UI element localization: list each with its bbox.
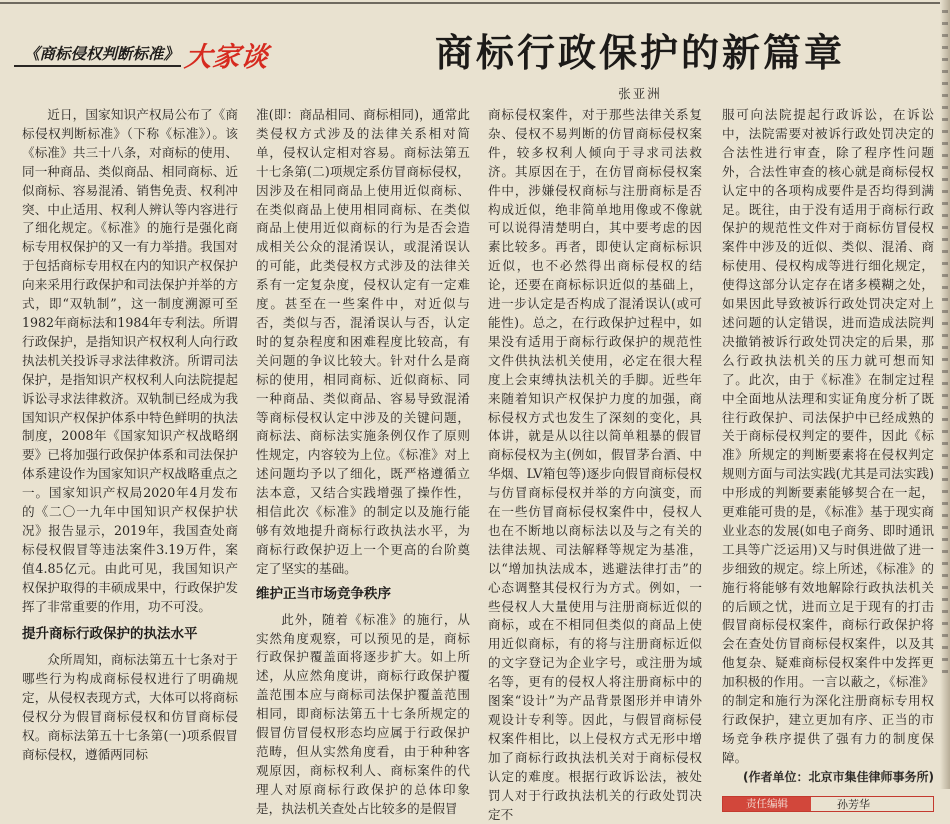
headline: 商标行政保护的新篇章	[434, 31, 845, 75]
article-column-3	[488, 106, 702, 822]
section-heading: 维护正当市场竞争秩序	[256, 585, 391, 602]
article-column-1	[22, 106, 238, 783]
top-rule	[0, 2, 950, 4]
paragraph: 近日，国家知识产权局公布了《商标侵权判断标准》（下称《标准》）。该《标准》共三十八条，对商标的使用、同一种商品、类似商品、相同商标、近似商标、容易混淆、销售免责、权利冲突、中止适用、权利人辨认等内容进行了细化规定。《标准》的施行是强化商标专用权保护的又一有力举措。我国对于包括商标专用权在内的知识产权保护向来采用行政保护和司法保护并举的方式，即“双轨制”，这一制度溯源可至1982年商标法和1984年专利法。所谓行政保护，是指知识产权权利人向行政执法机关投诉寻求法律救济。所谓司法保护，是指知识产权权利人向法院提起诉讼寻求法律救济。双轨制已经成为我国知识产权保护体系中特色鲜明的执法制度，2008年《国家知识产权战略纲要》已将加强行政保护体系和司法保护体系建设作为国家知识产权战略重点之一。国家知识产权局2020年4月发布的《二〇一九年中国知识产权保护状况》报告显示，2019年，我国查处商标侵权假冒等违法案件3.19万件，案值4.85亿元。由此可见，我国知识产权保护取得的丰硕成果中，行政保护发挥了非常重要的作用，功不可没。	[22, 107, 238, 614]
section-heading: 提升商标行政保护的执法水平	[22, 626, 198, 643]
column-brand: 大家谈	[183, 41, 271, 73]
article-column-4	[722, 106, 934, 811]
editor-label: 责任编辑	[723, 797, 811, 811]
editor-name: 孙芳华	[837, 797, 870, 811]
paragraph: 商标侵权案件，对于那些法律关系复杂、侵权不易判断的仿冒商标侵权案件，较多权利人倾向于寻求司法救济。其原因在于，在仿冒商标侵权案件中，涉嫌侵权商标与注册商标是否构成近似，绝非简单地用像或不像就可以说得清楚明白，其中要考虑的因素比较多。再者，即使认定商标标识近似，也不必然得出商标侵权的结论，还要在商标标识近似的基础上，进一步认定是否构成了混淆误认(或可能性)。总之，在行政保护过程中，如果没有适用于商标行政保护的规范性文件供执法机关使用，必定在很大程度上会束缚执法机关的手脚。近些年来随着知识产权保护力度的加强，商标侵权方式也发生了深刻的变化，具体讲，就是从以往以简单粗暴的假冒商标侵权为主(例如，假冒茅台酒、中华烟、LV箱包等)逐步向假冒商标侵权与仿冒商标侵权并举的方向演变，而在一些仿冒商标侵权案件中，侵权人也在不断地以商标法以及与之有关的法律法规、司法解释等规定为基准，以“增加执法成本，逃避法律打击”的心态调整其侵权行为方式。例如，一些侵权人大量使用与注册商标近似的商标，或在不相同但类似的商品上使用近似商标，有的将与注册商标近似的文字登记为企业字号，或注册为域名等，更有的侵权人将注册商标中的图案“设计”为产品背景图形并申请外观设计专利等。因此，与假冒商标侵权案件相比，以上侵权方式无形中增加了商标行政执法机关对于商标侵权认定的难度。根据行政诉讼法，被处罚人对于行政执法机关的行政处罚决定不	[488, 107, 702, 822]
paragraph: 此外，随着《标准》的施行，从实然角度观察，可以预见的是，商标行政保护覆盖面将逐步扩大。如上所述，从应然角度讲，商标行政保护覆盖范围本应与商标司法保护覆盖范围相同，即商标法第五十七条所规定的假冒仿冒侵权形态均应属于行政保护范畴，但从实然角度看，由于种种客观原因，商标权利人、商标案件的代理人对原商标行政保护的总体印象是，执法机关查处占比较多的是假冒	[256, 611, 470, 816]
column-series-title: 《商标侵权判断标准》	[14, 42, 181, 67]
page-edge	[940, 0, 950, 789]
editor-credit	[722, 796, 934, 812]
edge-marks	[942, 10, 948, 779]
article-column-2	[256, 106, 470, 816]
author-affiliation: (作者单位：北京市集佳律师事务所)	[743, 769, 934, 784]
column-banner	[14, 38, 324, 73]
paragraph: 服可向法院提起行政诉讼，在诉讼中，法院需要对被诉行政处罚决定的合法性进行审查，除了程序性问题外，合法性审查的核心就是商标侵权认定中的各项构成要件是否均得到满足。既往，由于没有适用于商标行政保护的规范性文件对于商标仿冒侵权案件中涉及的近似、类似、混淆、商标使用、侵权构成等进行细化规定，使得这部分认定存在诸多模糊之处，如果因此导致被诉行政处罚决定对上述问题的认定错误，进而造成法院判决撤销被诉行政处罚决定的后果，那么行政执法机关的压力就可想而知了。此次，由于《标准》在制定过程中全面地从法理和实证角度分析了既往行政保护、司法保护中已经成熟的关于商标侵权判定的要件，因此《标准》所规定的判断要素将在侵权判定规则方面与司法实践(尤其是司法实践)中形成的判断要素能够契合在一起，更难能可贵的是，《标准》基于现实商业业态的发展(如电子商务、即时通讯工具等广泛运用)又与时俱进做了进一步细致的规定。综上所述，《标准》的施行将能够有效地解除行政执法机关的后顾之忧，进而立足于现有的打击假冒商标侵权案件，商标行政保护将会在查处仿冒商标侵权案件，以及其他复杂、疑难商标侵权案件中发挥更加积极的作用。一言以蔽之，《标准》的制定和施行为深化注册商标专用权行政保护，建立更加有序、正当的市场竞争秩序提供了强有力的制度保障。	[722, 107, 934, 765]
paragraph: 众所周知，商标法第五十七条对于哪些行为构成商标侵权进行了明确规定，从侵权表现方式，大体可以将商标侵权分为假冒商标侵权和仿冒商标侵权。商标法第五十七条第(一)项系假冒商标侵权，遵循两同标	[22, 652, 238, 762]
paragraph: 准(即：商品相同、商标相同)，通常此类侵权方式涉及的法律关系相对简单，侵权认定相对容易。商标法第五十七条第(二)项规定系仿冒商标侵权，因涉及在相同商品上使用近似商标、在类似商品上使用相同商标、在类似商品上使用近似商标的行为是否会造成相关公众的混淆误认，或混淆误认的可能，此类侵权方式涉及的法律关系有一定复杂度，侵权认定有一定难度。甚至在一些案件中，对近似与否，类似与否，混淆误认与否，认定时的复杂程度和困难程度比较高，有关问题的争议比较大。针对什么是商标的使用，相同商标、近似商标、同一种商品、类似商品、容易导致混淆等商标侵权认定中涉及的关键问题，商标法、商标法实施条例仅作了原则性规定，内容较为上位。《标准》对上述问题均予以了细化，既严格遵循立法本意，又结合实践增强了操作性，相信此次《标准》的制定以及施行能够有效地提升商标行政执法水平，为商标行政保护迈上一个更高的台阶奠定了坚实的基础。	[256, 107, 470, 576]
byline: 张亚洲	[618, 86, 662, 101]
editor-divider	[811, 797, 825, 811]
